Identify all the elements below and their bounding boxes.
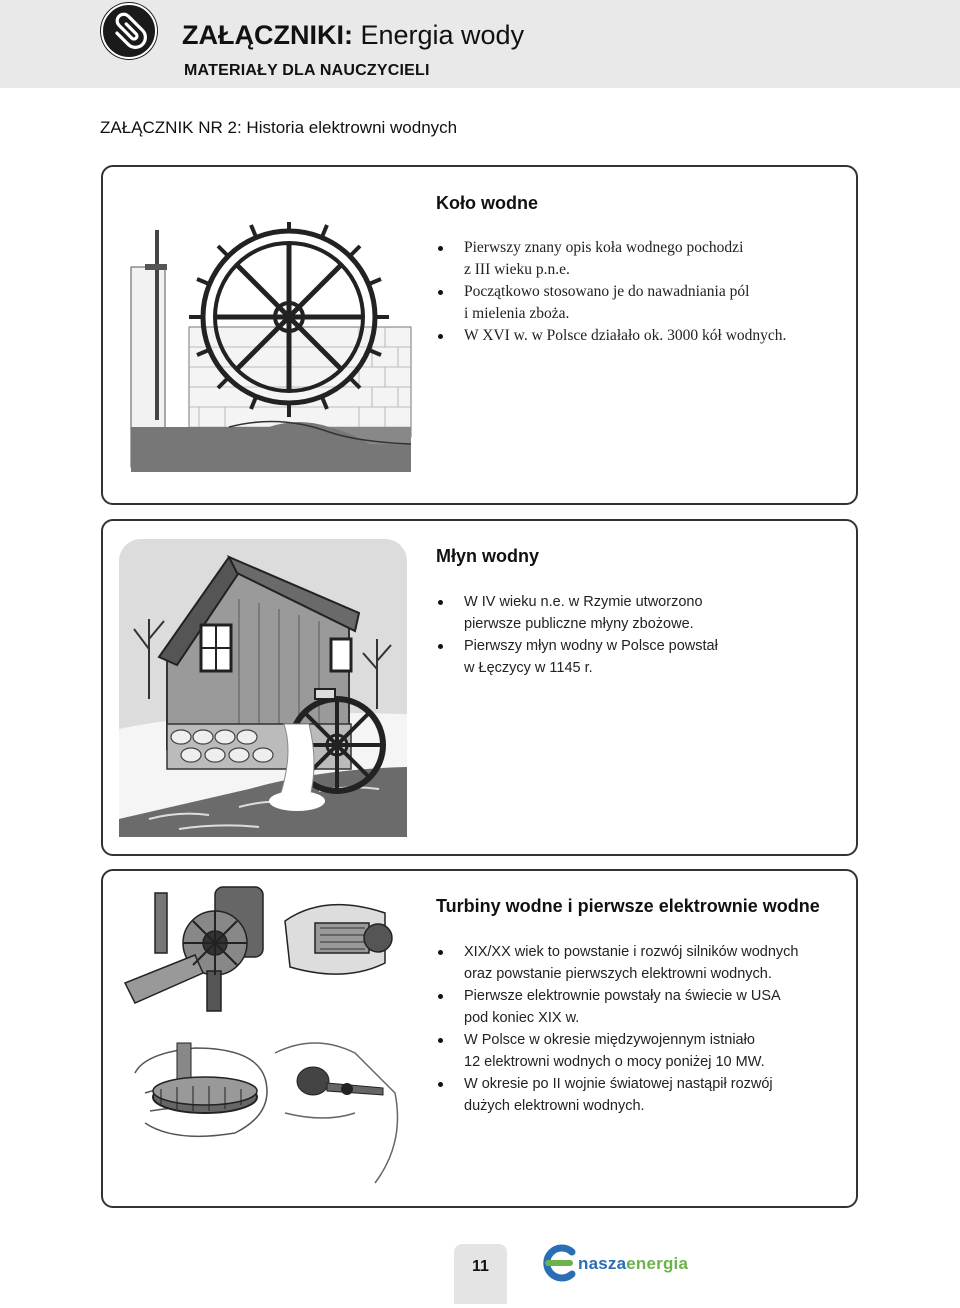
section-title: Koło wodne xyxy=(436,193,538,213)
list-item: Pierwszy młyn wodny w Polsce powstał w Łęczycy w 1145 r. xyxy=(436,635,846,679)
page-number: 11 xyxy=(454,1244,507,1304)
section-title: Turbiny wodne i pierwsze elektrownie wodne xyxy=(436,896,820,916)
bullet-list xyxy=(436,941,846,1117)
page-header xyxy=(0,0,960,88)
list-item: W XVI w. w Polsce działało ok. 3000 kół wodnych. xyxy=(436,325,846,347)
paperclip-icon xyxy=(100,2,158,60)
list-item: Pierwszy znany opis koła wodnego pochodzi z III wieku p.n.e. xyxy=(436,237,846,281)
bullet-list xyxy=(436,237,846,347)
section-water-wheel xyxy=(101,165,858,505)
attachment-title: ZAŁĄCZNIK NR 2: Historia elektrowni wodnych xyxy=(100,118,458,137)
list-item: XIX/XX wiek to powstanie i rozwój silników wodnych oraz powstanie pierwszych elektrowni wodnych. xyxy=(436,941,846,985)
naszaenergia-logo-icon xyxy=(540,1240,576,1286)
brand-name: naszaenergia xyxy=(578,1254,689,1273)
page-subtitle: MATERIAŁY DLA NAUCZYCIELI xyxy=(184,62,430,79)
list-item: W IV wieku n.e. w Rzymie utworzono pierwsze publiczne młyny zbożowe. xyxy=(436,591,846,635)
section-water-mill xyxy=(101,519,858,856)
list-item: W Polsce w okresie międzywojennym istniało 12 elektrowni wodnych o mocy poniżej 10 MW. xyxy=(436,1029,846,1073)
page-title: ZAŁĄCZNIKI: Energia wody xyxy=(182,20,525,50)
section-title: Młyn wodny xyxy=(436,546,539,566)
turbines-illustration xyxy=(115,883,415,1193)
water-wheel-illustration xyxy=(129,222,429,477)
section-turbines xyxy=(101,869,858,1208)
water-mill-illustration xyxy=(119,539,407,837)
list-item: Pierwsze elektrownie powstały na świecie w USA pod koniec XIX w. xyxy=(436,985,846,1029)
bullet-list xyxy=(436,591,846,679)
list-item: W okresie po II wojnie światowej nastąpił rozwój dużych elektrowni wodnych. xyxy=(436,1073,846,1117)
list-item: Początkowo stosowano je do nawadniania pól i mielenia zboża. xyxy=(436,281,846,325)
